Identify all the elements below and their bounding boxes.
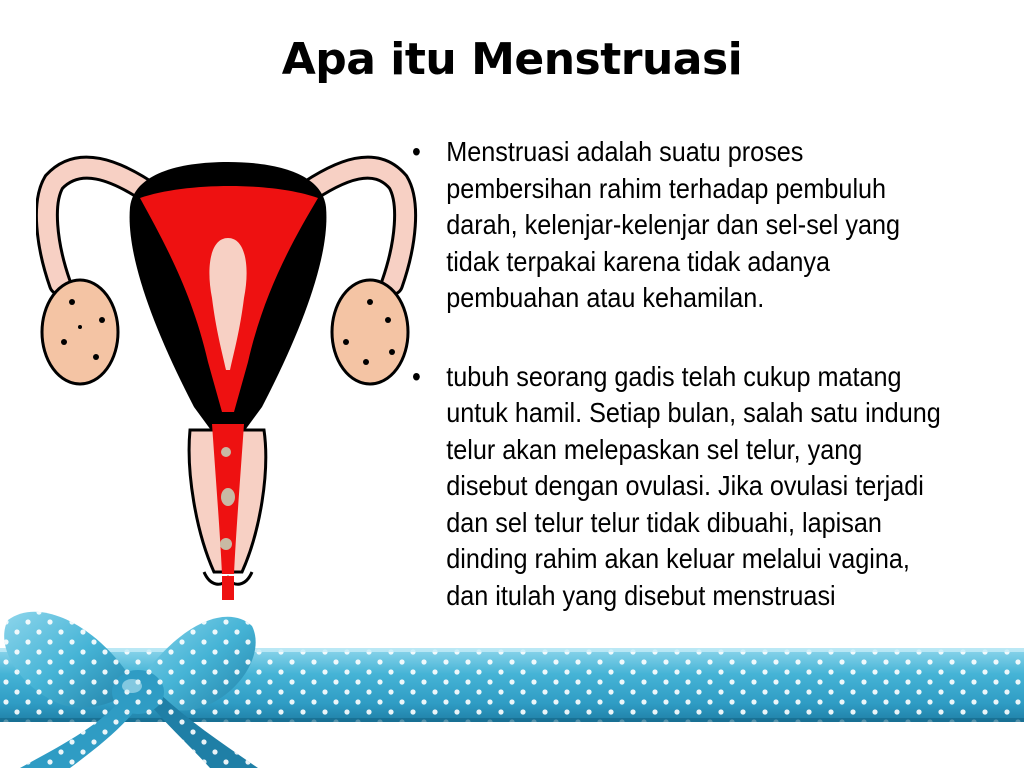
bullet-marker: •	[412, 136, 421, 167]
slide-title: Apa itu Menstruasi	[281, 34, 743, 85]
ribbon-bow-icon	[0, 596, 1024, 768]
uterus-diagram-icon	[36, 152, 418, 600]
bullet-menstruasi-definition	[412, 134, 950, 317]
bullet-list	[412, 134, 982, 614]
bullet-ovulation-description	[412, 359, 950, 615]
bullet-text: tubuh seorang gadis telah cukup matang untuk hamil. Setiap bulan, salah satu indung telur akan melepaskan sel telur, yang disebut dengan ovulasi. Jika ovulasi terjadi dan sel telur telur tidak dibuahi, lapisan dinding rahim akan keluar melalui vagina, dan itulah yang disebut menstruasi	[446, 360, 941, 611]
bullet-text: Menstruasi adalah suatu proses pembersihan rahim terhadap pembuluh darah, kelenjar-kelenjar dan sel-sel yang tidak terpakai karena tidak adanya pembuahan atau kehamilan.	[446, 136, 901, 313]
bullet-marker: •	[412, 360, 421, 392]
